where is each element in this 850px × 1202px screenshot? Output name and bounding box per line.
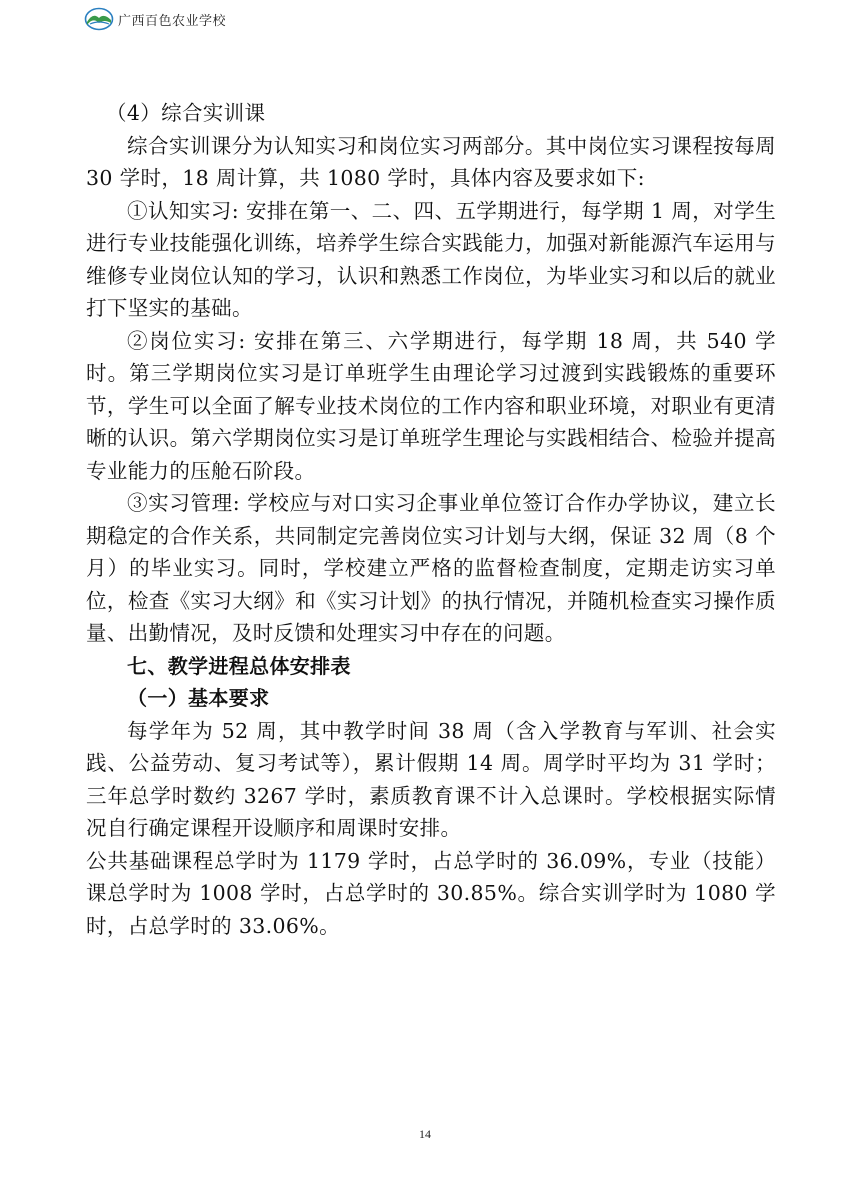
page-number: 14 <box>419 1127 431 1141</box>
paragraph-intro: 综合实训课分为认知实习和岗位实习两部分。其中岗位实习课程按每周 30 学时，18 周计算，共 1080 学时，具体内容及要求如下: <box>86 133 776 190</box>
paragraph-post-internship: ②岗位实习: 安排在第三、六学期进行，每学期 18 周，共 540 学时。第三学期岗位实习是订单班学生由理论学习过渡到实践锻炼的重要环节，学生可以全面了解专业技术岗位的工作内容和职业环境，对职业有更清晰的认识。第六学期岗位实习是订单班学生理论与实践相结合、检验并提高专业能力的压舱石阶段。 <box>86 328 776 483</box>
school-name: 广西百色农业学校 <box>118 13 227 29</box>
paragraph-cognitive-internship: ①认知实习: 安排在第一、二、四、五学期进行，每学期 1 周，对学生进行专业技能强化训练，培养学生综合实践能力，加强对新能源汽车运用与维修专业岗位认知的学习，认识和熟悉工作岗位，为毕业实习和以后的就业打下坚实的基础。 <box>86 198 776 320</box>
page-header <box>84 4 226 34</box>
paragraph-internship-management: ③实习管理: 学校应与对口实习企事业单位签订合作办学协议，建立长期稳定的合作关系，共同制定完善岗位实习计划与大纲，保证 32 周（8 个月）的毕业实习。同时，学校建立严格的监督检查制度，定期走访实习单位，检查《实习大纲》和《实习计划》的执行情况，并随机检查实习操作质量、出勤情况，及时反馈和处理实习中存在的问题。 <box>86 491 776 645</box>
document-body <box>86 97 776 942</box>
school-logo-icon <box>84 7 114 31</box>
paragraph-basic-requirements: 每学年为 52 周，其中教学时间 38 周（含入学教育与军训、社会实践、公益劳动、复习考试等），累计假期 14 周。周学时平均为 31 学时；三年总学时数约 3267 学时，素质教育课不计入总课时。学校根据实际情况自行确定课程开设顺序和周课时安排。 <box>86 718 776 840</box>
subsection-heading: （4）综合实训课 <box>106 101 266 125</box>
paragraph-hours-breakdown: 公共基础课程总学时为 1179 学时，占总学时的 36.09%，专业（技能）课总学时为 1008 学时，占总学时的 30.85%。综合实训学时为 1080 学时，占总学时的 33.06%。 <box>86 848 776 938</box>
section-title: 七、教学进程总体安排表 <box>127 653 351 678</box>
sub-title: （一）基本要求 <box>127 686 270 710</box>
